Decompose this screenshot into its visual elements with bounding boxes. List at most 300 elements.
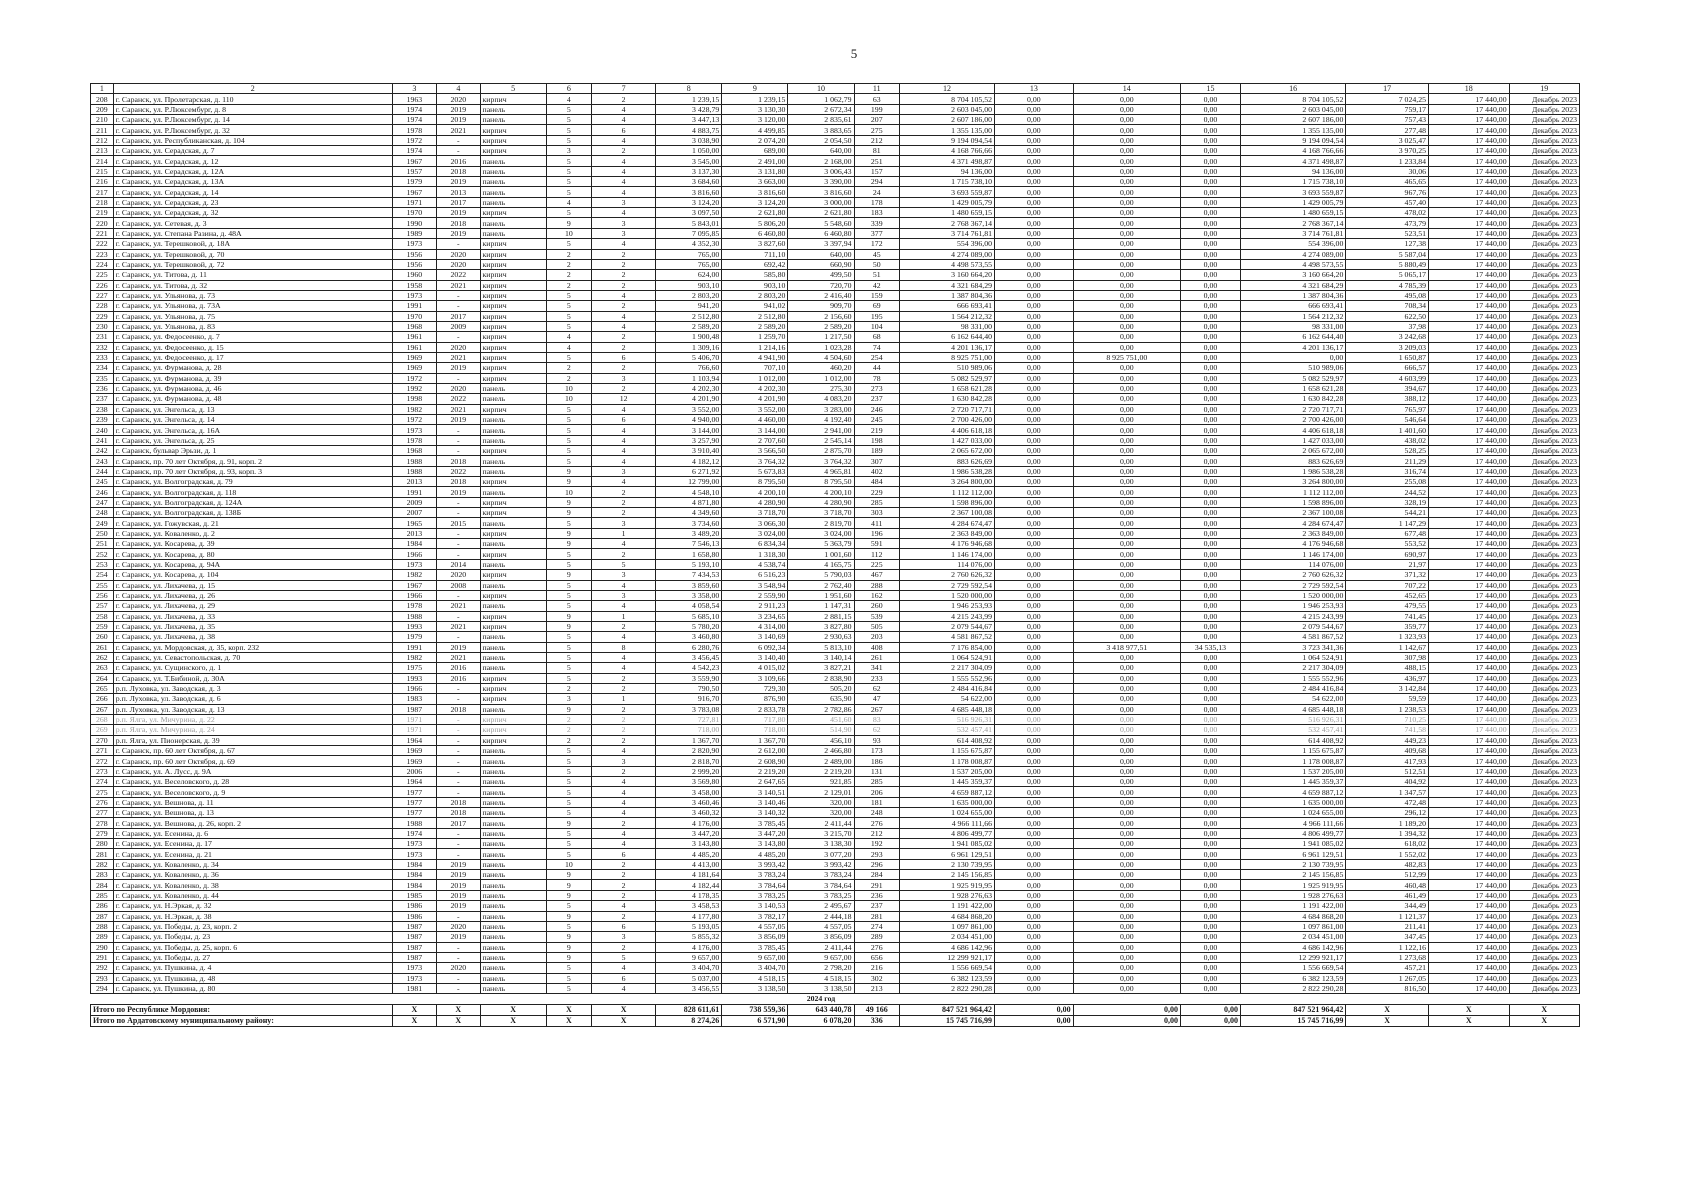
- table-cell: 2018: [437, 166, 480, 176]
- table-row: [91, 301, 1580, 311]
- table-cell: 4: [592, 632, 656, 642]
- table-cell: Декабрь 2023: [1509, 849, 1579, 859]
- table-cell: 218: [91, 197, 114, 207]
- table-cell: 523,51: [1346, 228, 1429, 238]
- table-cell: 4 181,64: [656, 870, 722, 880]
- table-cell: 2 798,20: [788, 963, 854, 973]
- table-cell: 3 143,80: [656, 839, 722, 849]
- table-cell: 0,00: [1073, 125, 1180, 135]
- table-cell: 591: [854, 539, 899, 549]
- table-cell: Декабрь 2023: [1509, 611, 1579, 621]
- table-cell: 510 989,06: [1240, 363, 1345, 373]
- table-cell: 1973: [392, 963, 436, 973]
- table-cell: панель: [480, 952, 546, 962]
- table-cell: 3 489,20: [656, 528, 722, 538]
- table-cell: 54 622,00: [899, 694, 994, 704]
- table-cell: 1 445 359,37: [1240, 777, 1345, 787]
- table-cell: кирпич: [480, 673, 546, 683]
- table-cell: 2013: [437, 187, 480, 197]
- table-cell: 293: [91, 973, 114, 983]
- table-cell: 0,00: [1181, 425, 1241, 435]
- table-cell: 1961: [392, 332, 436, 342]
- table-cell: 5 790,03: [788, 570, 854, 580]
- table-cell: 7 546,13: [656, 539, 722, 549]
- table-cell: Декабрь 2023: [1509, 156, 1579, 166]
- table-cell: 0,00: [995, 549, 1074, 559]
- table-cell: 2 484 416,84: [899, 683, 994, 693]
- table-cell: 3 109,66: [722, 673, 788, 683]
- table-cell: 4: [592, 290, 656, 300]
- table-cell: 2 589,20: [788, 321, 854, 331]
- table-cell: 2021: [437, 125, 480, 135]
- table-cell: 0,00: [1073, 280, 1180, 290]
- table-cell: 0,00: [995, 839, 1074, 849]
- table-row: [91, 94, 1580, 104]
- table-cell: 0,00: [1181, 146, 1241, 156]
- table-row: [91, 115, 1580, 125]
- table-cell: 4: [592, 901, 656, 911]
- table-cell: 1 146 174,00: [1240, 549, 1345, 559]
- table-cell: 2 818,70: [656, 756, 722, 766]
- table-cell: 402: [854, 466, 899, 476]
- table-cell: 5: [546, 156, 591, 166]
- table-cell: г. Саранск, ул. Ульянова, д. 75: [113, 311, 392, 321]
- table-cell: г. Саранск, ул. Серадская, д. 12: [113, 156, 392, 166]
- table-cell: 288: [854, 580, 899, 590]
- table-cell: 9: [546, 528, 591, 538]
- table-cell: 0,00: [995, 704, 1074, 714]
- table-cell: 252: [91, 549, 114, 559]
- table-cell: 3 138,30: [788, 839, 854, 849]
- table-cell: г. Саранск, ул. Сетевая, д. 3: [113, 218, 392, 228]
- table-cell: 2 608,90: [722, 756, 788, 766]
- table-cell: 0,00: [1181, 342, 1241, 352]
- table-cell: 284: [91, 880, 114, 890]
- table-cell: 4: [592, 963, 656, 973]
- table-cell: 0,00: [1181, 477, 1241, 487]
- table-cell: кирпич: [480, 590, 546, 600]
- table-cell: 4: [592, 539, 656, 549]
- table-cell: 0,00: [1181, 632, 1241, 642]
- table-cell: 2019: [437, 870, 480, 880]
- table-cell: 3 734,60: [656, 518, 722, 528]
- table-cell: 2018: [437, 704, 480, 714]
- table-cell: 209: [91, 104, 114, 114]
- table-cell: 17 440,00: [1429, 725, 1510, 735]
- table-cell: 2016: [437, 156, 480, 166]
- table-cell: 245: [854, 415, 899, 425]
- table-cell: 1 112 112,00: [899, 487, 994, 497]
- table-row: [91, 694, 1580, 704]
- table-cell: 2 603 045,00: [1240, 104, 1345, 114]
- table-cell: 17 440,00: [1429, 932, 1510, 942]
- table-cell: 1973: [392, 425, 436, 435]
- table-cell: 254: [91, 570, 114, 580]
- table-cell: 3 783,24: [722, 870, 788, 880]
- table-cell: г. Саранск, ул. Р.Люксембург, д. 14: [113, 115, 392, 125]
- table-cell: 3 783,25: [722, 890, 788, 900]
- table-cell: 0,00: [1181, 301, 1241, 311]
- table-cell: 4 557,05: [722, 921, 788, 931]
- table-cell: панель: [480, 487, 546, 497]
- table-cell: -: [437, 694, 480, 704]
- table-cell: 256: [91, 590, 114, 600]
- table-cell: 189: [854, 446, 899, 456]
- table-cell: г. Саранск, бульвар Эрьзи, д. 1: [113, 446, 392, 456]
- table-cell: 0,00: [1181, 187, 1241, 197]
- table-cell: 4: [592, 404, 656, 414]
- table-cell: 2 416,40: [788, 290, 854, 300]
- table-cell: 0,00: [1073, 290, 1180, 300]
- table-cell: 3 138,50: [722, 983, 788, 993]
- table-cell: 1957: [392, 166, 436, 176]
- table-cell: 5: [546, 963, 591, 973]
- table-cell: 5: [546, 849, 591, 859]
- table-cell: 0,00: [1073, 580, 1180, 590]
- table-cell: 0,00: [1181, 549, 1241, 559]
- table-cell: 1 556 669,54: [899, 963, 994, 973]
- table-cell: 4 182,44: [656, 880, 722, 890]
- table-cell: 0,00: [1073, 694, 1180, 704]
- table-cell: -: [437, 952, 480, 962]
- table-cell: 0,00: [995, 756, 1074, 766]
- table-cell: 3 264 800,00: [1240, 477, 1345, 487]
- table-cell: 514,90: [788, 725, 854, 735]
- table-cell: 2019: [437, 859, 480, 869]
- table-cell: панель: [480, 435, 546, 445]
- table-cell: 4: [546, 332, 591, 342]
- table-cell: 2: [592, 383, 656, 393]
- total-cell: 828 611,61: [656, 1004, 722, 1015]
- table-cell: Декабрь 2023: [1509, 963, 1579, 973]
- table-cell: панель: [480, 704, 546, 714]
- table-cell: 1 941 085,02: [1240, 839, 1345, 849]
- table-cell: Декабрь 2023: [1509, 208, 1579, 218]
- table-cell: 255,08: [1346, 477, 1429, 487]
- table-cell: 5 780,20: [656, 621, 722, 631]
- year-row-cell: [1346, 994, 1429, 1004]
- table-cell: Декабрь 2023: [1509, 528, 1579, 538]
- table-cell: 0,00: [995, 901, 1074, 911]
- table-cell: 181: [854, 797, 899, 807]
- table-cell: панель: [480, 942, 546, 952]
- table-cell: 2020: [437, 342, 480, 352]
- table-cell: 2: [592, 259, 656, 269]
- table-cell: г. Саранск, ул. Серадская, д. 7: [113, 146, 392, 156]
- table-cell: 2008: [437, 580, 480, 590]
- table-cell: 759,17: [1346, 104, 1429, 114]
- table-cell: -: [437, 735, 480, 745]
- table-cell: 1 155 675,87: [899, 746, 994, 756]
- table-cell: 3 066,30: [722, 518, 788, 528]
- table-cell: 544,21: [1346, 508, 1429, 518]
- table-cell: 1 142,67: [1346, 642, 1429, 652]
- table-cell: 2017: [437, 311, 480, 321]
- table-cell: 3 140,46: [722, 797, 788, 807]
- table-row: [91, 714, 1580, 724]
- table-cell: 2 074,20: [722, 135, 788, 145]
- table-cell: 17 440,00: [1429, 218, 1510, 228]
- table-cell: -: [437, 942, 480, 952]
- table-cell: 3 552,00: [656, 404, 722, 414]
- table-cell: кирпич: [480, 290, 546, 300]
- table-cell: 729,30: [722, 683, 788, 693]
- table-cell: 1984: [392, 539, 436, 549]
- table-cell: -: [437, 373, 480, 383]
- table-cell: 17 440,00: [1429, 694, 1510, 704]
- table-cell: 192: [854, 839, 899, 849]
- table-cell: 0,00: [1073, 952, 1180, 962]
- table-cell: 260: [854, 601, 899, 611]
- table-cell: 4 806 499,77: [899, 828, 994, 838]
- table-cell: 967,76: [1346, 187, 1429, 197]
- table-cell: 2022: [437, 466, 480, 476]
- table-cell: 3 684,60: [656, 177, 722, 187]
- table-cell: 341: [854, 663, 899, 673]
- table-cell: 4 202,30: [722, 383, 788, 393]
- table-cell: 4 499,85: [722, 125, 788, 135]
- table-cell: 720,70: [788, 280, 854, 290]
- table-cell: 436,97: [1346, 673, 1429, 683]
- column-header: 7: [592, 84, 656, 94]
- table-cell: 3 456,55: [656, 983, 722, 993]
- table-cell: 1 103,94: [656, 373, 722, 383]
- table-cell: 0,00: [1181, 508, 1241, 518]
- table-cell: 0,00: [1181, 652, 1241, 662]
- table-cell: 5 193,05: [656, 921, 722, 931]
- table-cell: 17 440,00: [1429, 508, 1510, 518]
- table-cell: 1993: [392, 621, 436, 631]
- table-cell: 2007: [392, 508, 436, 518]
- table-cell: 0,00: [995, 208, 1074, 218]
- table-cell: 1 556 669,54: [1240, 963, 1345, 973]
- table-cell: Декабрь 2023: [1509, 187, 1579, 197]
- table-cell: 9: [546, 952, 591, 962]
- table-cell: 3 816,60: [788, 187, 854, 197]
- table-cell: 4: [592, 477, 656, 487]
- table-cell: г. Саранск, ул. Мордовская, д. 35, корп. 232: [113, 642, 392, 652]
- table-cell: 6 460,80: [788, 228, 854, 238]
- table-cell: 17 440,00: [1429, 311, 1510, 321]
- table-row: [91, 652, 1580, 662]
- table-cell: 0,00: [995, 797, 1074, 807]
- table-cell: г. Саранск, ул. Есенина, д. 21: [113, 849, 392, 859]
- table-cell: г. Саранск, ул. Косарева, д. 94А: [113, 559, 392, 569]
- table-cell: 0,00: [1073, 446, 1180, 456]
- table-cell: 4: [592, 435, 656, 445]
- table-cell: 270: [91, 735, 114, 745]
- table-cell: 1 023,28: [788, 342, 854, 352]
- table-cell: панель: [480, 580, 546, 590]
- table-cell: 5: [546, 921, 591, 931]
- table-cell: 1972: [392, 415, 436, 425]
- table-cell: 3: [592, 197, 656, 207]
- table-cell: Декабрь 2023: [1509, 197, 1579, 207]
- table-cell: 5: [546, 446, 591, 456]
- table-cell: 159: [854, 290, 899, 300]
- table-cell: 275,30: [788, 383, 854, 393]
- table-cell: 0,00: [1073, 890, 1180, 900]
- table-row: [91, 663, 1580, 673]
- table-cell: 4: [592, 787, 656, 797]
- table-cell: 251: [854, 156, 899, 166]
- column-header: 3: [392, 84, 436, 94]
- table-cell: 473,79: [1346, 218, 1429, 228]
- table-cell: -: [437, 787, 480, 797]
- table-cell: 6: [592, 352, 656, 362]
- table-cell: г. Саранск, ул. Гожувская, д. 21: [113, 518, 392, 528]
- table-cell: р.п. Ялга, ул. Мичурина, д. 22: [113, 714, 392, 724]
- table-cell: 3 993,42: [722, 859, 788, 869]
- table-cell: 1992: [392, 383, 436, 393]
- table-cell: г. Саранск, ул. Энгельса, д. 13: [113, 404, 392, 414]
- table-cell: 3 993,42: [788, 859, 854, 869]
- table-cell: 0,00: [1073, 239, 1180, 249]
- table-cell: 1 239,15: [722, 94, 788, 104]
- table-cell: г. Саранск, ул. Федосеенко, д. 17: [113, 352, 392, 362]
- table-cell: 741,45: [1346, 611, 1429, 621]
- table-cell: 4: [592, 156, 656, 166]
- table-cell: 2 065 672,00: [899, 446, 994, 456]
- table-cell: 0,00: [1073, 218, 1180, 228]
- table-cell: 2 838,90: [788, 673, 854, 683]
- table-cell: 224: [91, 259, 114, 269]
- table-cell: 17 440,00: [1429, 446, 1510, 456]
- table-cell: 274: [854, 921, 899, 931]
- table-cell: 2 589,20: [722, 321, 788, 331]
- table-cell: -: [437, 632, 480, 642]
- table-cell: 0,00: [1181, 870, 1241, 880]
- table-cell: г. Саранск, пр. 70 лет Октября, д. 91, корп. 2: [113, 456, 392, 466]
- table-cell: 10: [546, 487, 591, 497]
- table-cell: Декабрь 2023: [1509, 280, 1579, 290]
- table-cell: 9: [546, 570, 591, 580]
- table-cell: 0,00: [995, 652, 1074, 662]
- table-cell: 883 626,69: [899, 456, 994, 466]
- table-cell: 83: [854, 714, 899, 724]
- table-cell: 0,00: [1181, 373, 1241, 383]
- table-cell: г. Саранск, ул. Победы, д. 25, корп. 6: [113, 942, 392, 952]
- table-cell: 0,00: [1181, 321, 1241, 331]
- table-cell: 4: [592, 652, 656, 662]
- table-cell: 17 440,00: [1429, 156, 1510, 166]
- table-cell: 260: [91, 632, 114, 642]
- table-cell: 8 795,50: [722, 477, 788, 487]
- table-cell: Декабрь 2023: [1509, 115, 1579, 125]
- table-cell: Декабрь 2023: [1509, 756, 1579, 766]
- table-cell: 9 657,00: [788, 952, 854, 962]
- table-cell: 4 168 766,66: [1240, 146, 1345, 156]
- table-row: [91, 477, 1580, 487]
- table-cell: г. Саранск, ул. Лихачева, д. 15: [113, 580, 392, 590]
- table-cell: 8 925 751,00: [899, 352, 994, 362]
- table-cell: г. Саранск, ул. Лихачева, д. 29: [113, 601, 392, 611]
- table-cell: 3: [592, 756, 656, 766]
- table-cell: 0,00: [1073, 663, 1180, 673]
- table-cell: 9: [546, 611, 591, 621]
- table-cell: 10: [546, 394, 591, 404]
- table-cell: 1 445 359,37: [899, 777, 994, 787]
- table-cell: 17 440,00: [1429, 435, 1510, 445]
- table-cell: 284: [854, 870, 899, 880]
- table-cell: -: [437, 446, 480, 456]
- year-row-cell: [113, 994, 392, 1004]
- table-cell: 17 440,00: [1429, 549, 1510, 559]
- table-cell: 4 371 498,87: [899, 156, 994, 166]
- table-cell: 2 034 451,00: [899, 932, 994, 942]
- table-cell: 4: [592, 828, 656, 838]
- table-cell: 3 124,20: [722, 197, 788, 207]
- table-cell: 0,00: [995, 259, 1074, 269]
- table-cell: панель: [480, 890, 546, 900]
- table-cell: 233: [854, 673, 899, 683]
- table-cell: Декабрь 2023: [1509, 249, 1579, 259]
- table-row: [91, 321, 1580, 331]
- table-cell: 0,00: [995, 177, 1074, 187]
- table-cell: 17 440,00: [1429, 249, 1510, 259]
- table-cell: 17 440,00: [1429, 735, 1510, 745]
- table-cell: 3 130,30: [722, 104, 788, 114]
- table-cell: 3 006,43: [788, 166, 854, 176]
- table-cell: 17 440,00: [1429, 849, 1510, 859]
- table-cell: 0,00: [1073, 828, 1180, 838]
- total-cell: 0,00: [1073, 1004, 1180, 1015]
- table-cell: 2 672,34: [788, 104, 854, 114]
- table-cell: Декабрь 2023: [1509, 435, 1579, 445]
- table-cell: кирпич: [480, 249, 546, 259]
- table-cell: -: [437, 425, 480, 435]
- table-cell: 2019: [437, 363, 480, 373]
- table-cell: 4 965,81: [788, 466, 854, 476]
- table-cell: 3 404,70: [722, 963, 788, 973]
- table-row: [91, 880, 1580, 890]
- table-cell: 17 440,00: [1429, 197, 1510, 207]
- table-cell: 4 485,20: [722, 849, 788, 859]
- table-cell: 0,00: [1073, 115, 1180, 125]
- table-cell: 2 363 849,00: [1240, 528, 1345, 538]
- table-cell: панель: [480, 870, 546, 880]
- table-cell: р.п. Ялга, ул. Пионерская, д. 39: [113, 735, 392, 745]
- table-cell: 4 785,39: [1346, 280, 1429, 290]
- table-cell: 1984: [392, 870, 436, 880]
- table-cell: 17 440,00: [1429, 270, 1510, 280]
- table-cell: 3 723 341,36: [1240, 642, 1345, 652]
- table-cell: Декабрь 2023: [1509, 797, 1579, 807]
- table-cell: кирпич: [480, 549, 546, 559]
- table-row: [91, 239, 1580, 249]
- table-cell: 4: [592, 166, 656, 176]
- table-cell: 388,12: [1346, 394, 1429, 404]
- year-row-cell: [995, 994, 1074, 1004]
- total-cell: 6 571,90: [722, 1015, 788, 1026]
- table-cell: 2 700 426,00: [1240, 415, 1345, 425]
- table-cell: 0,00: [1181, 208, 1241, 218]
- table-cell: 0,00: [1073, 601, 1180, 611]
- table-cell: Декабрь 2023: [1509, 921, 1579, 931]
- table-cell: 250: [91, 528, 114, 538]
- table-cell: г. Саранск, ул. Победы, д. 23, корп. 2: [113, 921, 392, 931]
- table-cell: Декабрь 2023: [1509, 632, 1579, 642]
- table-cell: 0,00: [1181, 383, 1241, 393]
- table-cell: 0,00: [1073, 425, 1180, 435]
- table-cell: панель: [480, 425, 546, 435]
- table-cell: 5: [546, 601, 591, 611]
- table-cell: панель: [480, 828, 546, 838]
- table-cell: 2 822 290,28: [1240, 983, 1345, 993]
- table-cell: 17 440,00: [1429, 663, 1510, 673]
- table-cell: 10: [546, 228, 591, 238]
- table-cell: кирпич: [480, 735, 546, 745]
